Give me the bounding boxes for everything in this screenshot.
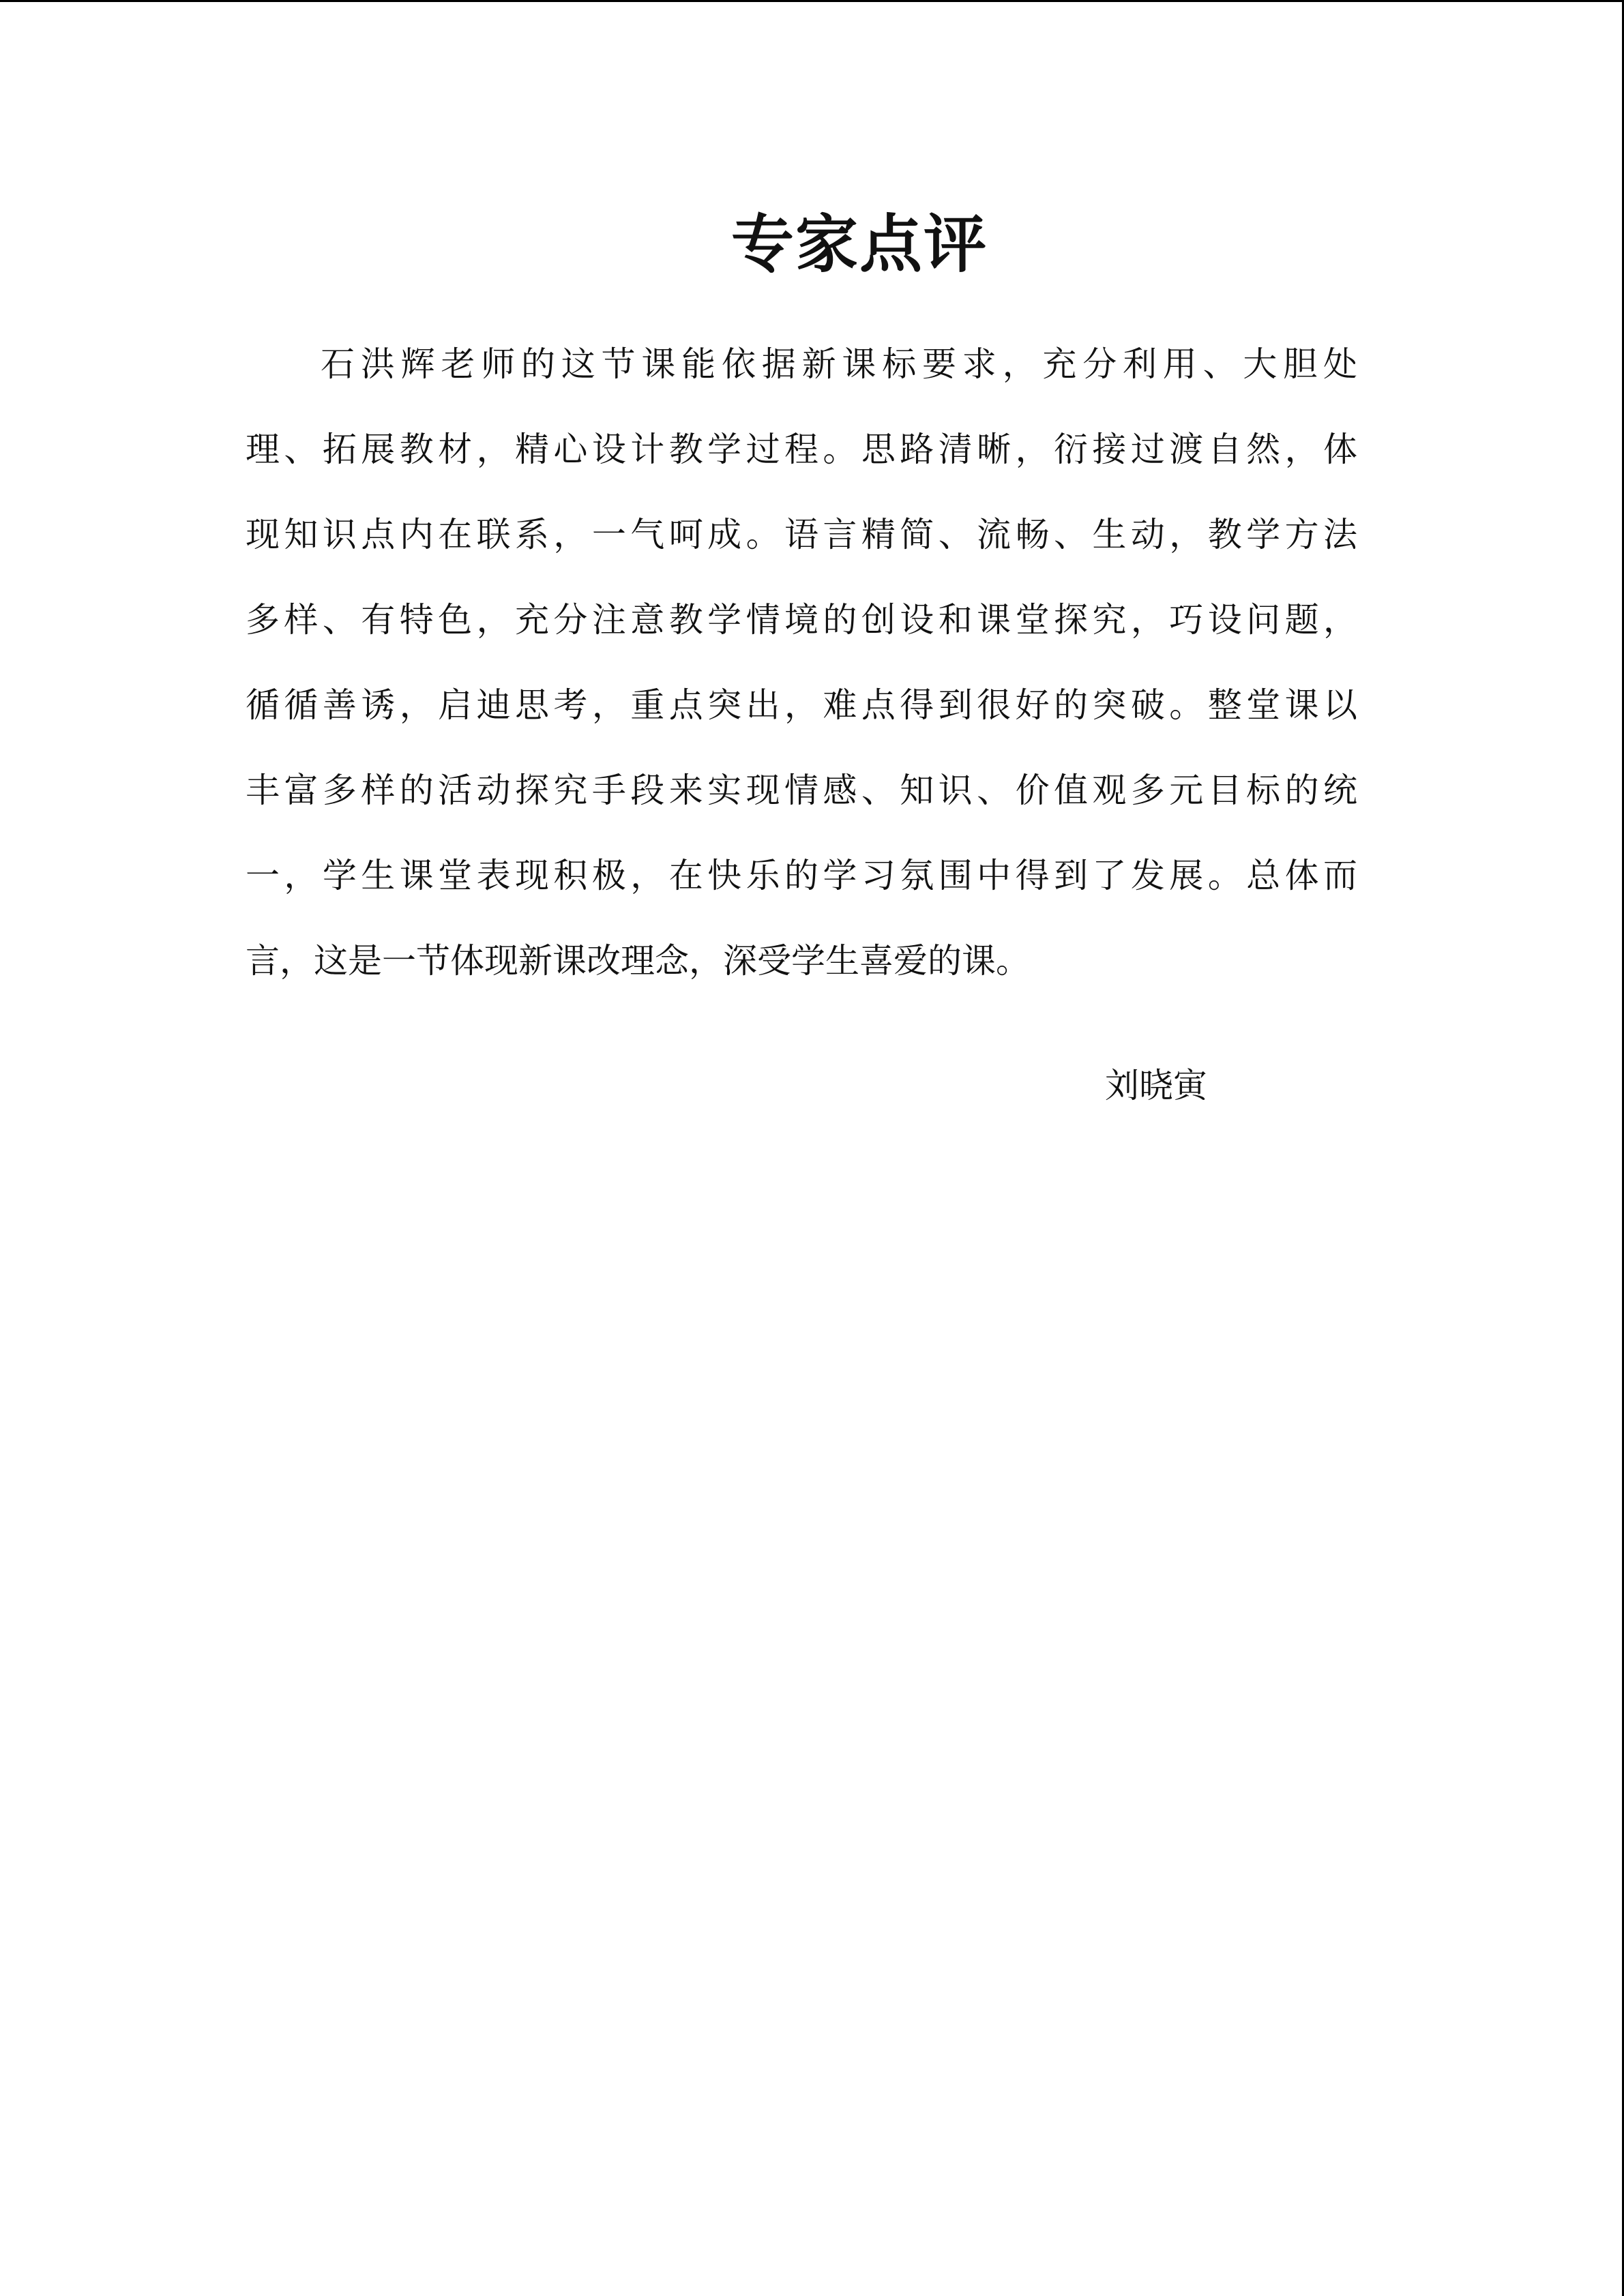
paragraph-line: 一，学生课堂表现积极，在快乐的学习氛围中得到了发展。总体而 xyxy=(246,856,1357,895)
paragraph-line: 理、拓展教材，精心设计教学过程。思路清晰，衍接过渡自然，体 xyxy=(246,430,1357,469)
paragraph-line: 丰富多样的活动探究手段来实现情感、知识、价值观多元目标的统 xyxy=(246,771,1357,810)
paragraph-line: 现知识点内在联系，一气呵成。语言精简、流畅、生动，教学方法 xyxy=(246,515,1357,554)
paragraph-line: 石洪辉老师的这节课能依据新课标要求，充分利用、大胆处 xyxy=(321,344,1357,384)
author-signature: 刘晓寅 xyxy=(1105,1066,1207,1105)
review-paragraph xyxy=(246,322,1357,1004)
paragraph-line: 多样、有特色，充分注意教学情境的创设和课堂探究，巧设问题， xyxy=(246,600,1357,640)
paragraph-line: 循循善诱，启迪思考，重点突出，难点得到很好的突破。整堂课以 xyxy=(246,685,1357,725)
page-title: 专家点评 xyxy=(730,207,988,281)
paragraph-line: 言，这是一节体现新课改理念，深受学生喜爱的课。 xyxy=(246,941,1030,981)
